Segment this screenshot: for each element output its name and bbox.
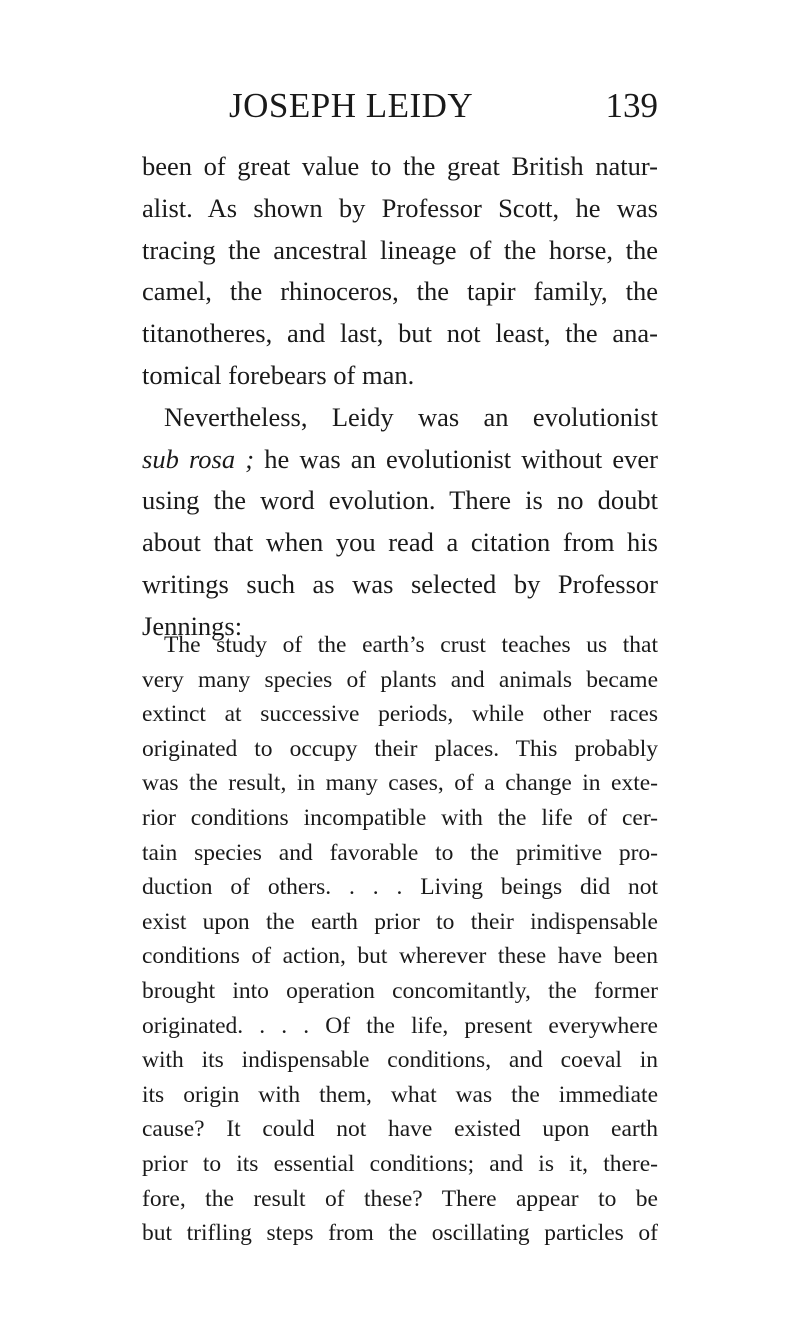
quote-line: prior to its essential conditions; and is it, there- xyxy=(142,1150,658,1177)
text-line: tomical forebears of man. xyxy=(142,359,415,390)
body-text xyxy=(142,146,658,648)
quote-line: originated. . . . Of the life, present everywhere xyxy=(142,1012,658,1039)
text-line: about that when you read a citation from his xyxy=(142,527,658,558)
running-title: JOSEPH LEIDY xyxy=(229,86,474,125)
quote-line: very many species of plants and animals became xyxy=(142,666,658,693)
quote-line: rior conditions incompatible with the life of cer- xyxy=(142,804,658,831)
paragraph-1 xyxy=(142,146,658,397)
quote-line: originated to occupy their places. This probably xyxy=(142,735,658,762)
quote-line: fore, the result of these? There appear to be xyxy=(142,1185,658,1212)
quote-line: duction of others. . . . Living beings did not xyxy=(142,874,658,901)
italic-phrase: sub rosa ; xyxy=(142,443,255,474)
block-quotation xyxy=(142,628,658,1251)
text-line: camel, the rhinoceros, the tapir family, the xyxy=(142,276,658,307)
quote-line: extinct at successive periods, while other races xyxy=(142,701,658,728)
quote-line: cause? It could not have existed upon earth xyxy=(142,1116,658,1143)
text-line: been of great value to the great British natur- xyxy=(142,151,658,181)
paragraph-2 xyxy=(142,397,658,648)
page-number: 139 xyxy=(605,86,658,125)
text-line: alist. As shown by Professor Scott, he was xyxy=(142,192,658,223)
quote-line: its origin with them, what was the immediate xyxy=(142,1081,658,1108)
text-line: tracing the ancestral lineage of the horse, the xyxy=(142,234,658,265)
text-line xyxy=(142,439,658,481)
text-line: Nevertheless, Leidy was an evolutionist xyxy=(164,401,658,432)
quote-line: exist upon the earth prior to their indispensable xyxy=(142,908,658,935)
text-line: titanotheres, and last, but not least, the ana- xyxy=(142,318,658,349)
quote-line: conditions of action, but wherever these have been xyxy=(142,943,658,970)
text-line: writings such as was selected by Professor xyxy=(142,568,658,599)
quote-line: The study of the earth’s crust teaches us that xyxy=(164,632,658,658)
quote-line: tain species and favorable to the primitive pro- xyxy=(142,839,658,866)
text-line: Jennings: xyxy=(142,610,243,641)
quote-line: with its indispensable conditions, and coeval in xyxy=(142,1047,658,1074)
text-segment: he was an evolutionist without ever xyxy=(254,443,659,474)
quote-line: brought into operation concomitantly, the former xyxy=(142,977,658,1004)
text-line: using the word evolution. There is no doubt xyxy=(142,485,658,516)
running-head xyxy=(0,84,800,128)
quote-line: was the result, in many cases, of a change in exte- xyxy=(142,770,658,797)
quote-line: but trifling steps from the oscillating particles of xyxy=(142,1220,658,1247)
